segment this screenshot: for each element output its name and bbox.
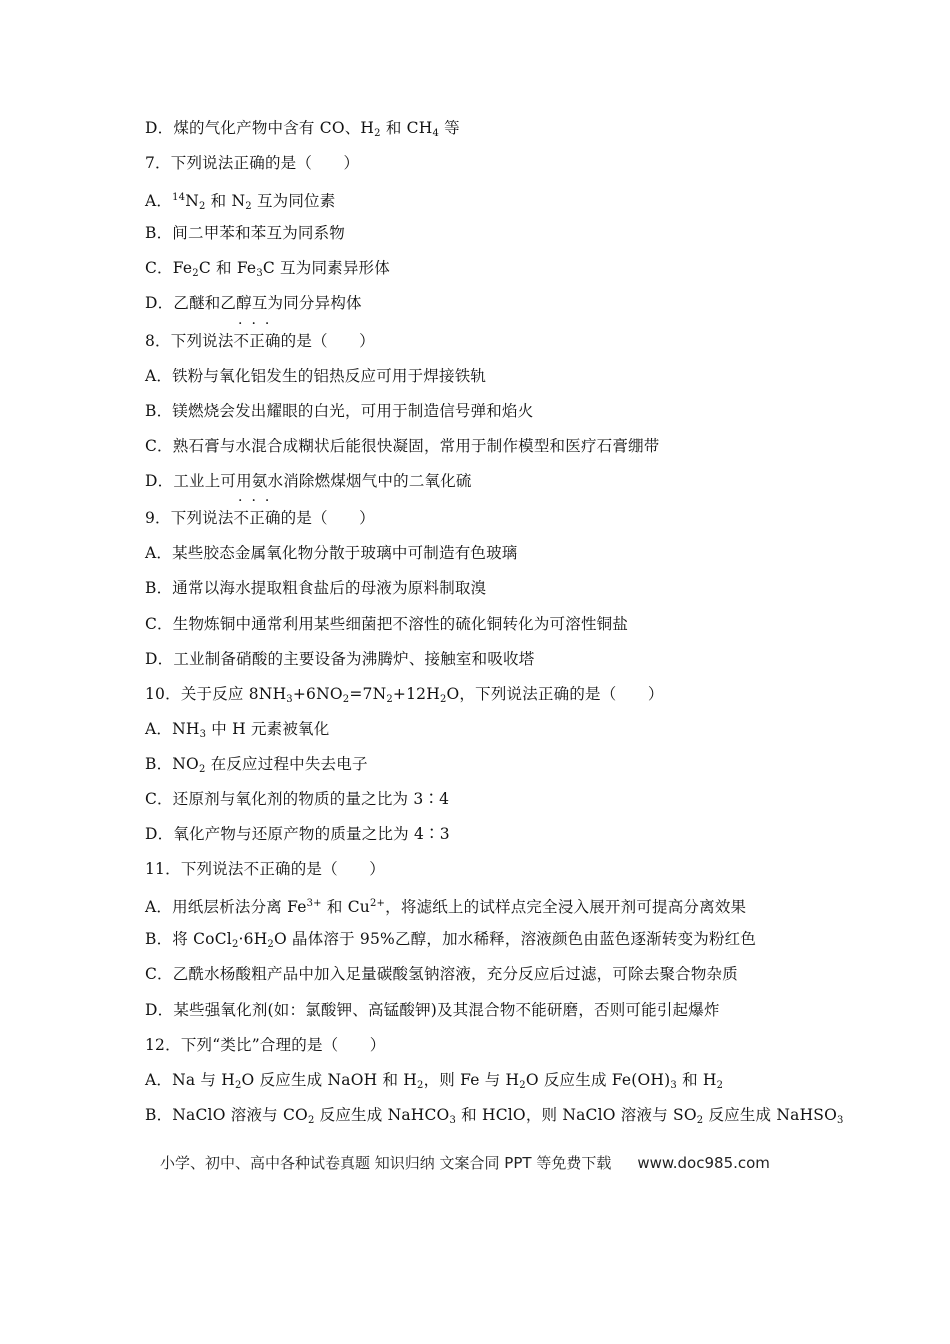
question-8: 8．下列说法不正确的是（ ） (145, 332, 375, 350)
q7-option-b: B．间二甲苯和苯互为同系物 (145, 224, 345, 242)
q9-option-d: D．工业制备硝酸的主要设备为沸腾炉、接触室和吸收塔 (145, 650, 535, 668)
footer-site-link[interactable]: www.doc985.com (637, 1154, 770, 1172)
q9-option-c: C．生物炼铜中通常利用某些细菌把不溶性的硫化铜转化为可溶性铜盐 (145, 615, 629, 633)
q10-option-a: A．$NH_3$ 中 H 元素被氧化 (145, 720, 330, 740)
q10-option-b: B．$NO_2$ 在反应过程中失去电子 (145, 755, 368, 775)
q11-option-c: C．乙酰水杨酸粗产品中加入足量碳酸氢钠溶液，充分反应后过滤，可除去聚合物杂质 (145, 965, 738, 983)
q10-option-c: C．还原剂与氧化剂的物质的量之比为 3∶4 (145, 790, 450, 808)
q11-option-a: A．用纸层析法分离 $Fe^{3+}$ 和 $Cu^{2+}$，将滤纸上的试样点完全浸入展开剂可提高分离效果 (145, 898, 747, 916)
q11-option-b: B．将 $CoCl_2\cdot 6H_2O$ 晶体溶于 95%乙醇，加水稀释，溶液颜色由蓝色逐渐转变为粉红色 (145, 930, 757, 950)
emphasis-dots-q9: ··· (238, 493, 279, 509)
q8-option-c: C．熟石膏与水混合成糊状后能很快凝固，常用于制作模型和医疗石膏绷带 (145, 437, 660, 455)
footer-text: 小学、初中、高中各种试卷真题 知识归纳 文案合同 PPT 等免费下载 (160, 1154, 612, 1172)
q10-option-d: D．氧化产物与还原产物的质量之比为 4∶3 (145, 825, 450, 843)
question-11: 11．下列说法不正确的是（ ） (145, 860, 385, 878)
q6-option-d: D．煤的气化产物中含有 CO、$H_2$ 和 $CH_4$ 等 (145, 119, 460, 139)
emphasis-dots-q8: ··· (238, 316, 279, 332)
q8-option-b: B．镁燃烧会发出耀眼的白光，可用于制造信号弹和焰火 (145, 402, 534, 420)
page-footer (160, 1152, 770, 1173)
question-9: 9．下列说法不正确的是（ ） (145, 509, 375, 527)
q12-option-a: A．Na 与 $H_2O$ 反应生成 NaOH 和 $H_2$，则 Fe 与 $H_2O$ 反应生成 $Fe(OH)_3$ 和 $H_2$ (145, 1071, 724, 1091)
q8-option-d: D．工业上可用氨水消除燃煤烟气中的二氧化硫 (145, 472, 472, 490)
q9-option-a: A．某些胶态金属氧化物分散于玻璃中可制造有色玻璃 (145, 544, 518, 562)
q9-option-b: B．通常以海水提取粗食盐后的母液为原料制取溴 (145, 579, 487, 597)
q7-option-a: A．$^{14}N_2$ 和 $N_2$ 互为同位素 (145, 192, 336, 212)
q11-option-d: D．某些强氧化剂(如：氯酸钾、高锰酸钾)及其混合物不能研磨，否则可能引起爆炸 (145, 1001, 720, 1019)
q7-option-c: C．$Fe_2C$ 和 $Fe_3C$ 互为同素异形体 (145, 259, 390, 279)
question-12: 12．下列“类比”合理的是（ ） (145, 1036, 386, 1054)
q12-option-b: B．NaClO 溶液与 $CO_2$ 反应生成 NaHCO$_3$ 和 HClO，则 NaClO 溶液与 $SO_2$ 反应生成 NaHSO$_3$ (145, 1106, 844, 1126)
q7-option-d: D．乙醚和乙醇互为同分异构体 (145, 294, 362, 312)
q8-option-a: A．铁粉与氧化铝发生的铝热反应可用于焊接铁轨 (145, 367, 487, 385)
question-10: 10．关于反应 $8NH_3+6NO_2=7N_2+12H_2O$，下列说法正确的是（ ） (145, 685, 664, 705)
question-7: 7．下列说法正确的是（ ） (145, 154, 360, 172)
